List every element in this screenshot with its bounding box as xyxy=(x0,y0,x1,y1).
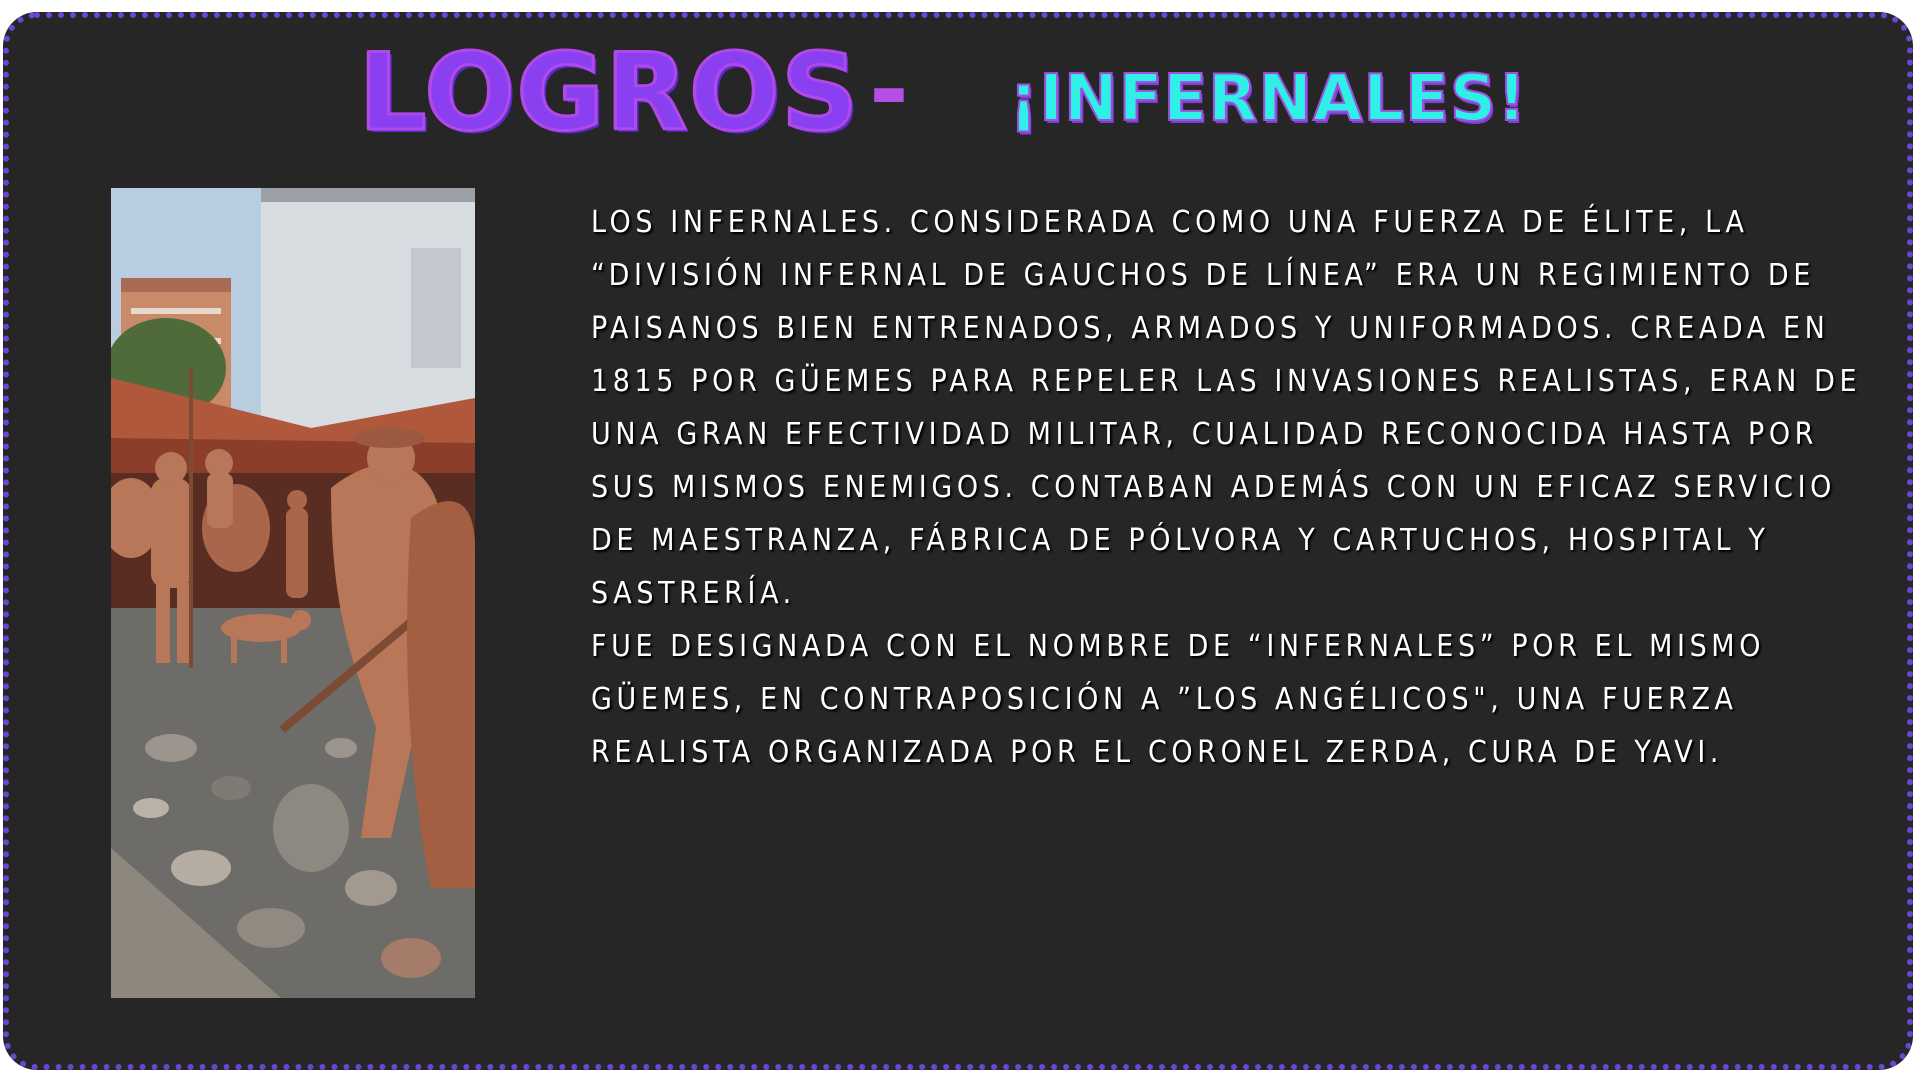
slide-frame xyxy=(3,12,1913,1070)
page-subtitle: ¡INFERNALES! xyxy=(1009,62,1528,136)
title-separator: - xyxy=(869,34,909,146)
body-text xyxy=(591,196,1881,779)
sculpture-photo xyxy=(111,188,475,998)
sculpture-scene-illustration xyxy=(111,188,475,998)
paragraph-1: LOS INFERNALES. CONSIDERADA COMO UNA FUERZA DE ÉLITE, LA “DIVISIÓN INFERNAL DE GAUCHOS DE LÍNEA” ERA UN REGIMIENTO DE PAISANOS BIEN ENTRENADOS, ARMADOS Y UNIFORMADOS. CREADA EN 1815 POR GÜEMES PARA REPELER LAS INVASIONES REALISTAS, ERAN DE UNA GRAN EFECTIVIDAD MILITAR, CUALIDAD RECONOCIDA HASTA POR SUS MISMOS ENEMIGOS. CONTABAN ADEMÁS CON UN EFICAZ SERVICIO DE MAESTRANZA, FÁBRICA DE PÓLVORA Y CARTUCHOS, HOSPITAL Y SASTRERÍA. xyxy=(591,205,1862,611)
title-row xyxy=(9,31,1907,154)
page-title: LOGROS xyxy=(359,31,860,154)
paragraph-2: FUE DESIGNADA CON EL NOMBRE DE “INFERNALES” POR EL MISMO GÜEMES, EN CONTRAPOSICIÓN A ”LOS ANGÉLICOS", UNA FUERZA REALISTA ORGANIZADA POR EL CORONEL ZERDA, CURA DE YAVI. xyxy=(591,629,1766,770)
